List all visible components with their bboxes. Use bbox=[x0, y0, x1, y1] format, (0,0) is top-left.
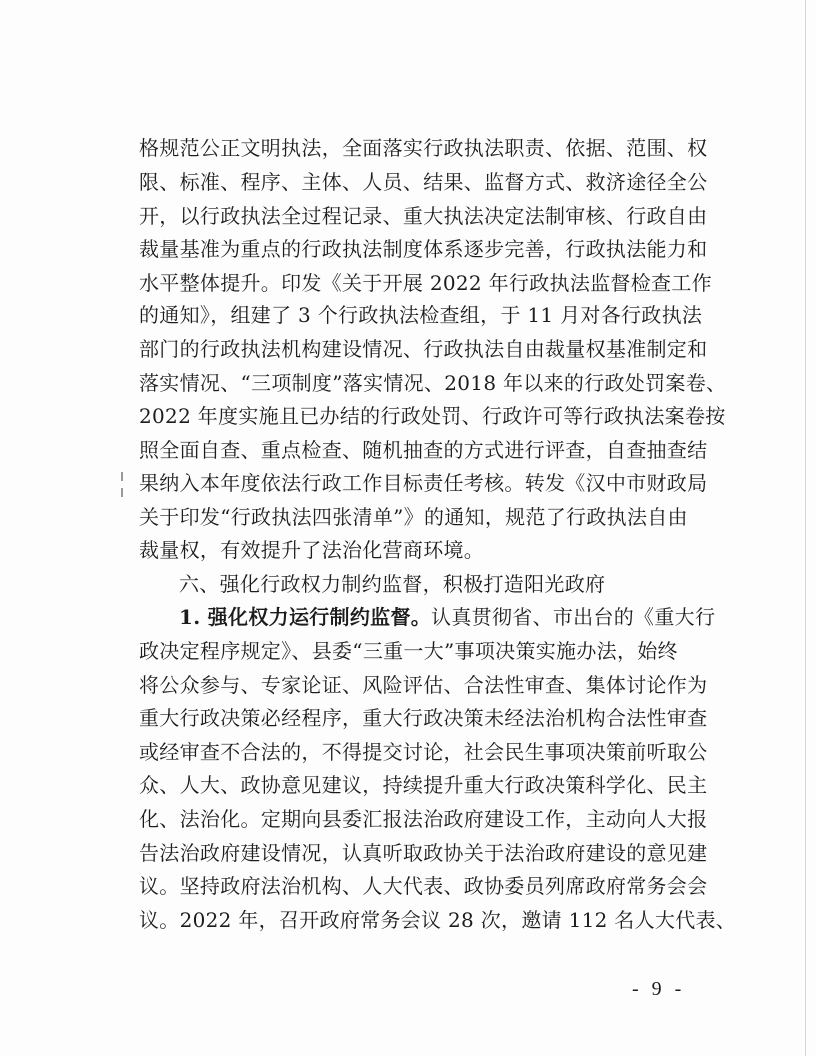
body-text-line: 化、法治化。定期向县委汇报法治政府建设工作，主动向人大报 bbox=[139, 807, 708, 831]
body-text-line: 告法治政府建设情况，认真听取政协关于法治政府建设的意见建 bbox=[139, 841, 708, 865]
body-text-line: 议。2022 年，召开政府常务会议 28 次，邀请 112 名人大代表、 bbox=[139, 908, 737, 932]
body-text-line: 照全面自查、重点检查、随机抽查的方式进行评查，自查抽查结 bbox=[139, 438, 708, 462]
body-text-line: 果纳入本年度依法行政工作目标责任考核。转发《汉中市财政局 bbox=[139, 471, 708, 495]
body-text-line: 的通知》，组建了 3 个行政执法检查组，于 11 月对各行政执法 bbox=[139, 303, 703, 327]
body-text-line: 部门的行政执法机构建设情况、行政执法自由裁量权基准制定和 bbox=[139, 337, 708, 361]
subsection-first-line bbox=[179, 602, 715, 632]
body-text-line: 众、人大、政协意见建议，持续提升重大行政决策科学化、民主 bbox=[139, 773, 708, 797]
scan-mark bbox=[121, 472, 123, 481]
section-heading: 六、强化行政权力制约监督，积极打造阳光政府 bbox=[179, 572, 606, 596]
body-text-line: 或经审查不合法的，不得提交讨论，社会民生事项决策前听取公 bbox=[139, 740, 708, 764]
body-text-line: 裁量基准为重点的行政执法制度体系逐步完善，行政执法能力和 bbox=[139, 237, 708, 261]
page-number: - 9 - bbox=[632, 978, 686, 1000]
subsection-title: 1. 强化权力运行制约监督。 bbox=[179, 605, 432, 629]
body-text-line: 2022 年度实施且已办结的行政处罚、行政许可等行政执法案卷按 bbox=[139, 404, 726, 428]
body-text-line: 政决定程序规定》、县委“三重一大”事项决策实施办法，始终 bbox=[139, 639, 678, 663]
subsection-first-line-text: 认真贯彻省、市出台的《重大行 bbox=[431, 605, 716, 629]
body-text-line: 水平整体提升。印发《关于开展 2022 年行政执法监督检查工作 bbox=[139, 271, 712, 295]
body-text-line: 裁量权，有效提升了法治化营商环境。 bbox=[139, 538, 485, 562]
body-text-line: 开，以行政执法全过程记录、重大执法决定法制审核、行政自由 bbox=[139, 204, 708, 228]
body-text-line: 限、标准、程序、主体、人员、结果、监督方式、救济途径全公 bbox=[139, 170, 708, 194]
scan-edge-line bbox=[805, 0, 806, 1056]
scan-mark bbox=[121, 488, 123, 497]
body-text-line: 格规范公正文明执法，全面落实行政执法职责、依据、范围、权 bbox=[139, 136, 708, 160]
body-text-line: 关于印发“行政执法四张清单”》的通知，规范了行政执法自由 bbox=[139, 505, 688, 529]
body-text-line: 将公众参与、专家论证、风险评估、合法性审查、集体讨论作为 bbox=[139, 673, 708, 697]
body-text-line: 落实情况、“三项制度”落实情况、2018 年以来的行政处罚案卷、 bbox=[139, 371, 727, 395]
body-text-line: 议。坚持政府法治机构、人大代表、政协委员列席政府常务会会 bbox=[139, 874, 708, 898]
body-text-line: 重大行政决策必经程序，重大行政决策未经法治机构合法性审查 bbox=[139, 706, 708, 730]
